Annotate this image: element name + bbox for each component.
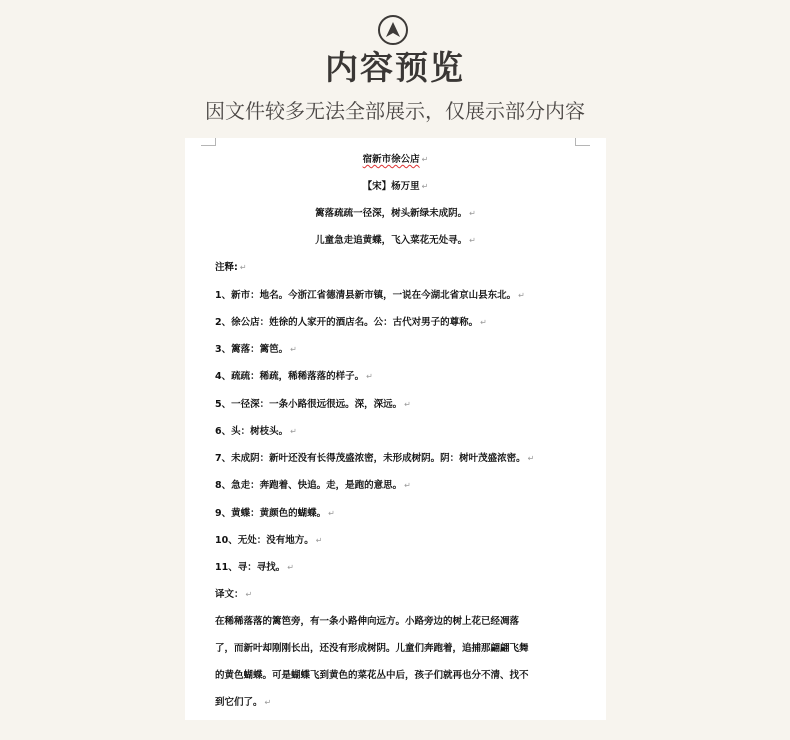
note-text: 7、未成阴：新叶还没有长得茂盛浓密，未形成树阴。阴：树叶茂盛浓密。 bbox=[215, 453, 526, 464]
note-item bbox=[185, 370, 606, 384]
translation-line: 在稀稀落落的篱笆旁，有一条小路伸向远方。小路旁边的树上花已经凋落 bbox=[215, 616, 520, 627]
paragraph-mark-icon: ↵ bbox=[290, 427, 297, 436]
verse-line-2 bbox=[185, 234, 606, 248]
note-item bbox=[185, 289, 606, 303]
note-text: 6、头：树枝头。 bbox=[215, 426, 289, 437]
note-item bbox=[185, 343, 606, 357]
note-item bbox=[185, 398, 606, 412]
note-item bbox=[185, 452, 606, 466]
note-item bbox=[185, 425, 606, 439]
note-text: 10、无处：没有地方。 bbox=[215, 535, 314, 546]
translation-heading: 译文： bbox=[215, 589, 244, 600]
note-text: 8、急走：奔跑着、快追。走，是跑的意思。 bbox=[215, 480, 403, 491]
paragraph-mark-icon: ↵ bbox=[287, 563, 294, 572]
note-item bbox=[185, 479, 606, 493]
poem-title: 宿新市徐公店 bbox=[362, 154, 420, 165]
paragraph-mark-icon: ↵ bbox=[404, 481, 411, 490]
paragraph-mark-icon: ↵ bbox=[328, 509, 335, 518]
paragraph-mark-icon: ↵ bbox=[315, 536, 323, 545]
note-text: 11、寻：寻找。 bbox=[215, 562, 286, 573]
author-line bbox=[185, 180, 606, 194]
paragraph-mark-icon: ↵ bbox=[469, 236, 476, 245]
paragraph-mark-icon: ↵ bbox=[264, 698, 272, 707]
paragraph-mark-icon: ↵ bbox=[421, 182, 429, 191]
document-page bbox=[185, 138, 606, 720]
paragraph-mark-icon: ↵ bbox=[527, 454, 535, 463]
notes-heading-line bbox=[185, 261, 606, 275]
translation-line: 的黄色蝴蝶。可是蝴蝶飞到黄色的菜花丛中后，孩子们就再也分不清、找不 bbox=[215, 670, 529, 681]
paragraph-mark-icon: ↵ bbox=[290, 345, 297, 354]
translation-heading-line bbox=[185, 588, 606, 602]
compass-arrow-icon bbox=[378, 15, 408, 45]
note-item bbox=[185, 507, 606, 521]
note-item bbox=[185, 534, 606, 548]
paragraph-mark-icon: ↵ bbox=[421, 155, 429, 164]
translation-text: 到它们了。 bbox=[215, 697, 263, 708]
poem-author: 【宋】杨万里 bbox=[362, 181, 420, 192]
paragraph-mark-icon: ↵ bbox=[469, 209, 476, 218]
paragraph-mark-icon: ↵ bbox=[518, 291, 525, 300]
page-title: 内容预览 bbox=[325, 48, 465, 87]
translation-line: 了，而新叶却刚刚长出，还没有形成树阴。儿童们奔跑着，追捕那翩翩飞舞 bbox=[215, 643, 529, 654]
note-text: 3、篱落：篱笆。 bbox=[215, 344, 289, 355]
poem-title-line bbox=[185, 153, 606, 167]
paragraph-mark-icon: ↵ bbox=[239, 263, 247, 272]
note-text: 1、新市：地名。今浙江省德清县新市镇，一说在今湖北省京山县东北。 bbox=[215, 290, 517, 301]
notes-heading: 注释: bbox=[215, 262, 238, 273]
crop-mark-top-left bbox=[201, 138, 216, 146]
paragraph-mark-icon: ↵ bbox=[245, 590, 253, 599]
paragraph-mark-icon: ↵ bbox=[480, 318, 487, 327]
note-text: 4、疏疏：稀疏，稀稀落落的样子。 bbox=[215, 371, 365, 382]
translation-line bbox=[185, 696, 606, 710]
note-text: 5、一径深：一条小路很远很远。深，深远。 bbox=[215, 399, 403, 410]
note-text: 9、黄蝶：黄颜色的蝴蝶。 bbox=[215, 508, 327, 519]
paragraph-mark-icon: ↵ bbox=[366, 372, 373, 381]
page-subtitle: 因文件较多无法全部展示，仅展示部分内容 bbox=[205, 99, 585, 123]
note-text: 2、徐公店：姓徐的人家开的酒店名。公：古代对男子的尊称。 bbox=[215, 317, 479, 328]
verse-1: 篱落疏疏一径深，树头新绿未成阴。 bbox=[315, 208, 468, 219]
verse-line-1 bbox=[185, 207, 606, 221]
paragraph-mark-icon: ↵ bbox=[404, 400, 411, 409]
crop-mark-top-right bbox=[575, 138, 590, 146]
note-item bbox=[185, 316, 606, 330]
note-item bbox=[185, 561, 606, 575]
verse-2: 儿童急走追黄蝶，飞入菜花无处寻。 bbox=[315, 235, 468, 246]
